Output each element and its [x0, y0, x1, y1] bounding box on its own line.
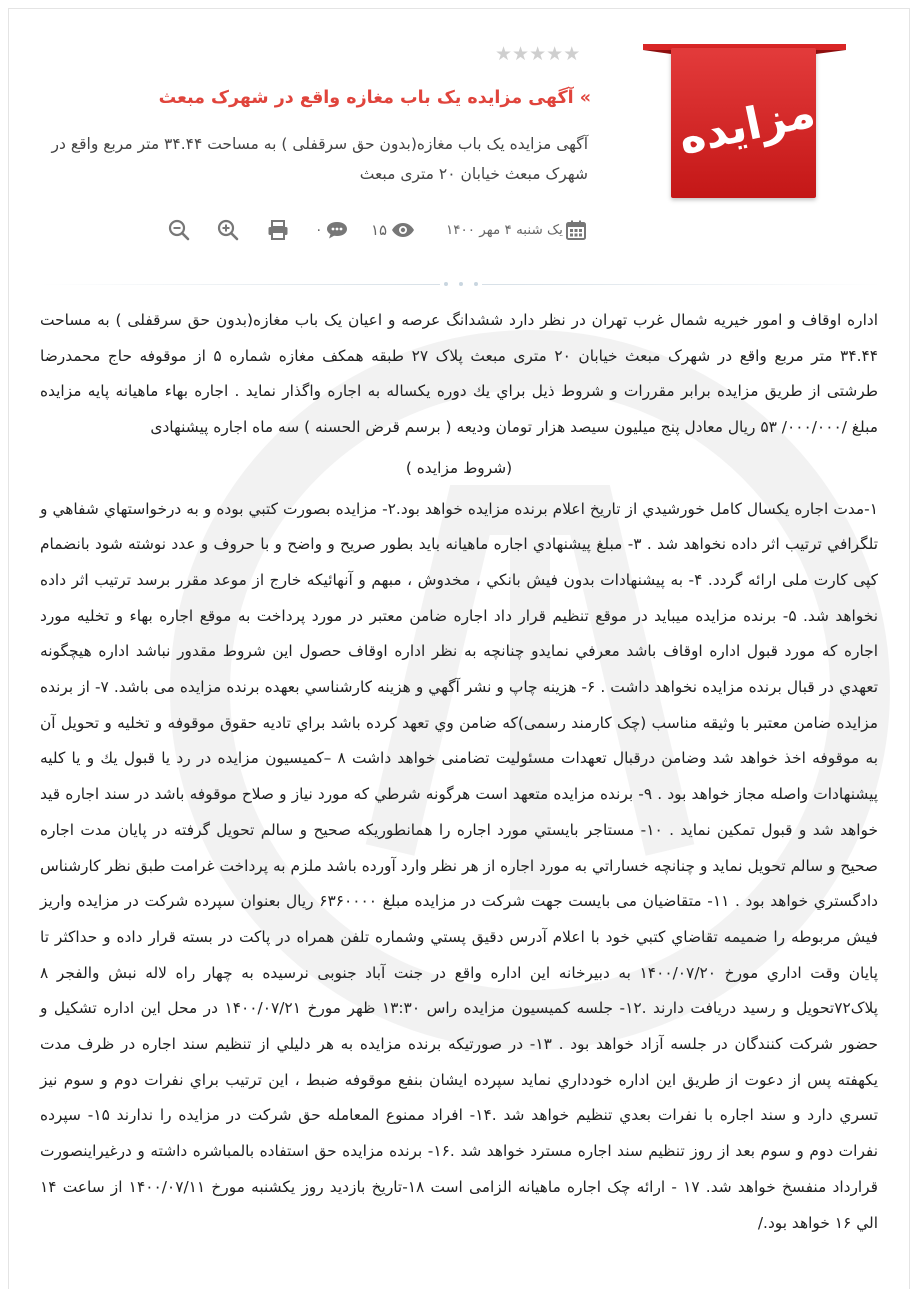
auction-badge	[643, 44, 846, 204]
publish-date	[446, 216, 587, 244]
title-text[interactable]: آگهی مزایده یک باب مغازه واقع در شهرک مبعث	[158, 88, 574, 108]
divider-line-left	[40, 284, 440, 285]
article-intro: اداره اوقاف و امور خیریه شمال غرب تهران در نظر دارد ششدانگ عرصه و اعیان یک باب مغازه(بدون حق سرقفلی ) به مساحت ۳۴.۴۴ متر مربع واقع در شهرک مبعث خیابان ۲۰ متری مبعث پلاک ۲۷ طبقه همکف مغازه شماره ۵ از موقوفه حاج محمدرضا طرشتی از طریق مزایده برابر مقررات و شروط ذیل براي يك دوره يكساله به اجاره واگذار نمايد . اجاره بهاء ماهیانه پايه مزايده مبلغ /۰۰۰/۰۰۰/ ۵۳ ريال معادل پنج میلیون سیصد هزار تومان وديعه ( برسم قرض الحسنه ) سه ماه اجاره پیشنهادی	[40, 311, 879, 437]
zoom-in-button[interactable]	[217, 216, 239, 244]
zoom-out-icon[interactable]	[168, 219, 190, 241]
views-value: ۱۵	[371, 221, 388, 239]
comments-count[interactable]	[315, 216, 349, 244]
star-icon[interactable]: ★	[563, 43, 581, 65]
zoom-in-icon[interactable]	[217, 219, 239, 241]
news-title[interactable]	[158, 86, 591, 110]
section-divider	[40, 284, 880, 285]
calendar-icon	[565, 219, 587, 241]
article-body	[40, 303, 878, 1241]
comment-icon	[325, 220, 349, 240]
divider-dots	[444, 280, 478, 288]
divider-line-right	[482, 284, 882, 285]
meta-bar	[168, 216, 593, 244]
eye-icon	[391, 222, 415, 238]
date-text: یک شنبه ۴ مهر ۱۴۰۰	[446, 222, 563, 238]
print-button[interactable]	[267, 216, 289, 244]
star-icon[interactable]: ★	[546, 43, 564, 65]
conditions-heading: (شروط مزایده )	[405, 458, 513, 477]
print-icon[interactable]	[267, 219, 289, 241]
rating-stars[interactable]	[495, 44, 590, 64]
star-icon[interactable]: ★	[495, 43, 513, 65]
lead-text: آگهی مزایده یک باب مغازه(بدون حق سرقفلی ) به مساحت ۳۴.۴۴ متر مربع واقع در شهرک مبعث خیابان ۲۰ متری مبعث	[51, 135, 588, 183]
title-chevron: »	[579, 88, 591, 108]
views-count	[371, 216, 415, 244]
star-icon[interactable]: ★	[529, 43, 547, 65]
zoom-out-button[interactable]	[168, 216, 190, 244]
star-icon[interactable]: ★	[512, 43, 530, 65]
badge-text: مزایده	[674, 86, 820, 165]
comments-value: ۰	[315, 222, 323, 238]
article-conditions: ۱-مدت اجاره يكسال كامل خورشيدي از تاريخ اعلام برنده مزايده خواهد بود.۲- مزايده بصورت كتبي بوده و به درخواستهاي شفاهي و تلگرافي ترتيب اثر داده نخواهد شد . ۳- مبلغ پيشنهادي اجاره ماهيانه بايد بطور صريح و واضح و با حروف و عدد نوشته شود بانضمام کپی کارت ملی ارائه گردد. ۴- به پيشنهادات بدون فيش بانكي ، مخدوش ، مبهم و آنهائيكه خارج از موعد مقرر برسد ترتيب اثر داده نخواهد شد. ۵- برنده مزايده ميبايد در موقع تنظيم قرار داد اجاره ضامن معتبر در مورد پرداخت به موقع اجاره بهاء و تخليه مورد اجاره كه مورد قبول اداره اوقاف باشد معرفي نمايدو چنانچه به نظر اداره اوقاف حصول اين شروط مقدور نباشد اداره هيچگونه تعهدي در قبال برنده مزايده نخواهد داشت . ۶- هزينه چاپ و نشر آگهي و هزينه كارشناسي بعهده برنده مزايده می باشد. ۷- از برنده مزايده ضامن معتبر با وثيقه مناسب (چک کارمند رسمی)كه ضامن وي تعهد كرده باشد براي تاديه حقوق موقوفه و تخليه و تحويل آن به موقوفه اخذ خواهد شد وضامن درقبال تعهدات مسئوليت تضامنی خواهد داشت ۸ –كميسيون مزايده در رد يا قبول يك و يا كليه پيشنهادات واصله مجاز خواهد بود . ۹- برنده مزايده متعهد است هرگونه شرطي كه مورد نياز و صلاح موقوفه باشد در سند اجاره قيد خواهد شد و قبول تمكين نمايد . ۱۰- مستاجر بايستي مورد اجاره را همانطوريكه صحيح و سالم تحويل گرفته در پايان مدت اجاره صحيح و سالم تحويل نمايد و چنانچه خساراتي به مورد اجاره از هر نظر وارد آورده باشد ملزم به پرداخت غرامت طبق نظر كارشناس دادگستري خواهد بود . ۱۱- متقاضیان می بایست جهت شرکت در مزایده مبلغ ۶۳۶۰۰۰۰ ریال بعنوان سپرده شرکت در مزايده واريز فيش مربوطه را ضميمه تقاضاي كتبي خود با اعلام آدرس دقيق پستي وشماره تلفن همراه در پاكت در بسته قرار داده و حداكثر تا پايان وقت اداري مورخ ۱۴۰۰/۰۷/۲۰ به دبيرخانه اين اداره واقع در جنت آباد جنوبی نرسیده به چهار راه لاله نبش والفجر ۸ پلاک۷۲تحويل و رسيد دريافت دارند .۱۲- جلسه كميسيون مزايده راس ۱۳:۳۰ ظهر مورخ ۱۴۰۰/۰۷/۲۱ در محل اين اداره تشكيل و حضور شركت كنندگان در جلسه آزاد خواهد بود . ۱۳- در صورتيكه برنده مزايده به هر دليلي از تنظيم سند اجاره در ظرف مدت يكهفته پس از دعوت از طريق اين اداره خودداري نمايد سپرده ايشان بنفع موقوفه ضبط ، اين ترتيب براي نفرات دوم و سوم نيز تسري دارد و سند اجاره با نفرات بعدي تنظيم خواهد شد .۱۴- افراد ممنوع المعامله حق شركت در مزايده را ندارند ۱۵- سپرده نفرات دوم و سوم بعد از روز تنظيم سند اجاره مسترد خواهد شد .۱۶- برنده مزایده حق استفاده بالمباشره داشته و درغیراینصورت قرارداد منفسخ خواهد شد. ۱۷ - ارائه چک اجاره ماهیانه الزامی است ۱۸-تاریخ بازدید روز یکشنبه مورخ ۱۴۰۰/۰۷/۱۱ از ساعت ۱۴ الي ۱۶ خواهد بود./	[40, 499, 879, 1232]
